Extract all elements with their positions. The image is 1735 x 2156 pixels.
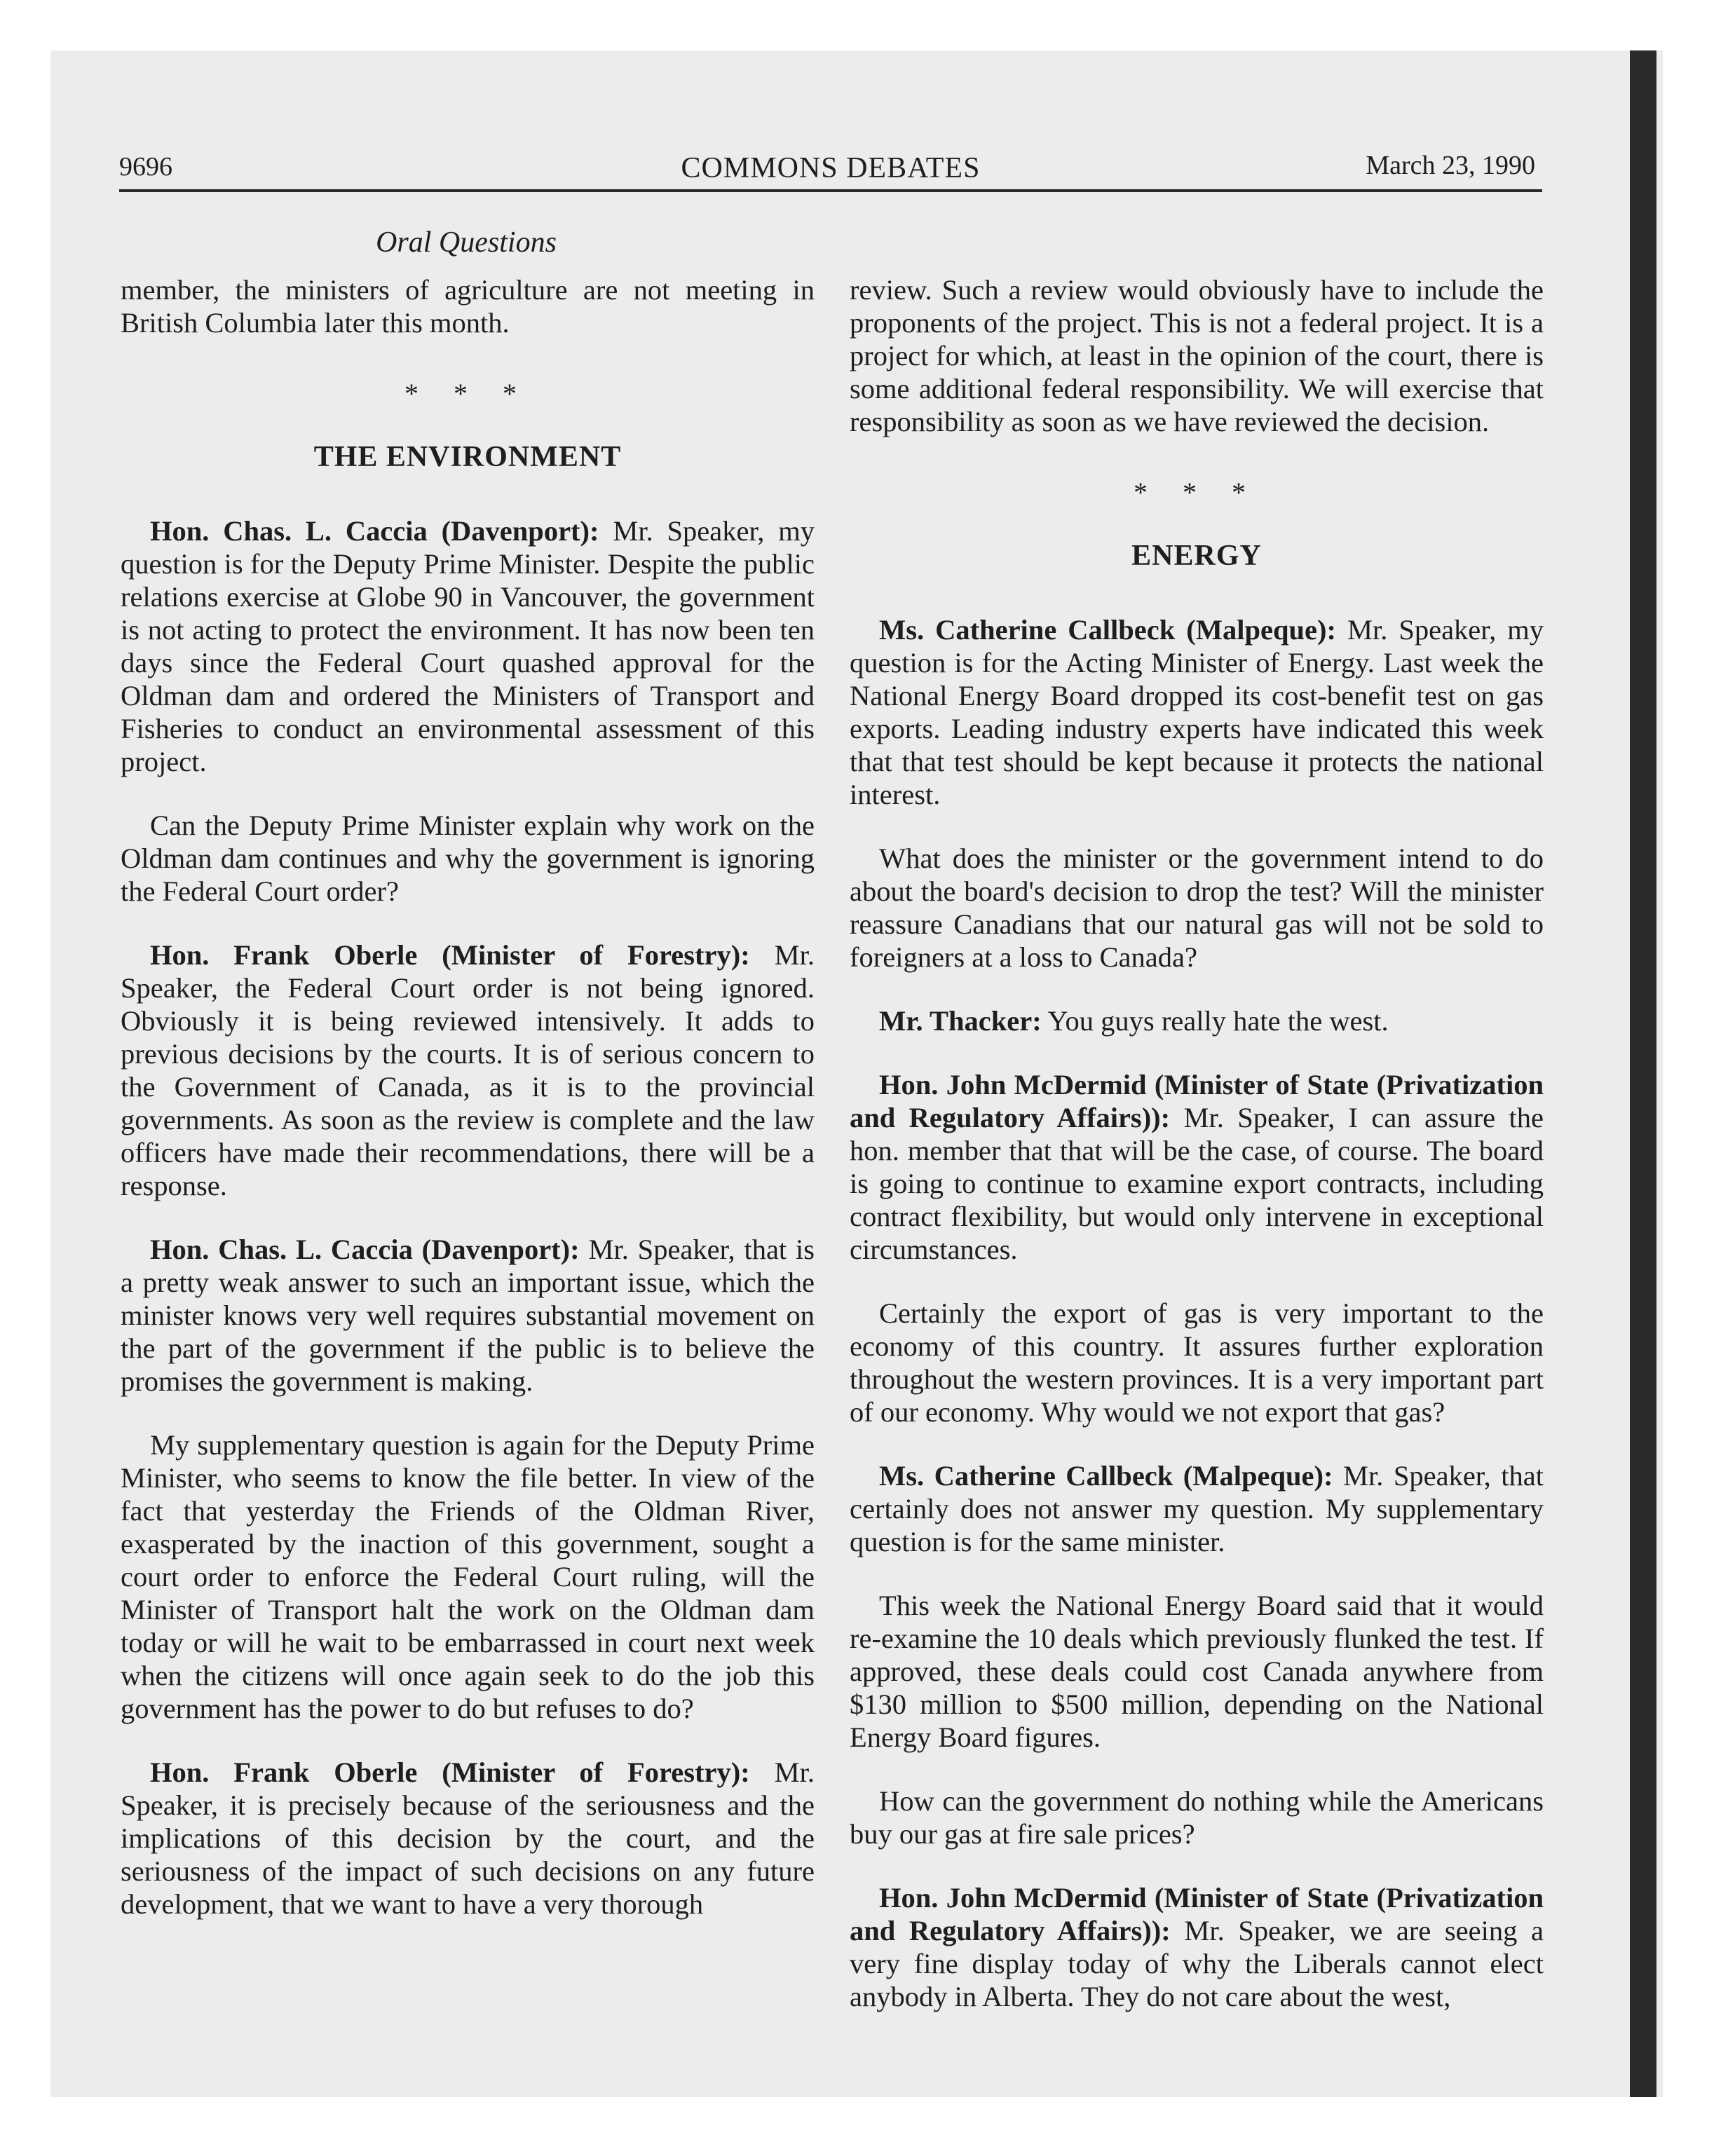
speaker-name: Hon. John McDermid (Minister of State (Privatization and Regulatory Affairs)): bbox=[850, 1069, 1544, 1133]
speaker-name: Hon. Frank Oberle (Minister of Forestry): bbox=[150, 1756, 750, 1788]
speech-paragraph bbox=[850, 1004, 1544, 1037]
speaker-name: Ms. Catherine Callbeck (Malpeque): bbox=[879, 1460, 1333, 1492]
speech-text: Mr. Speaker, my question is for the Deputy Prime Minister. Despite the public relations exercise at Globe 90 in Vancouver, the government is not acting to protect the environment. It has now been ten days since the Federal Court quashed approval for the Oldman dam and ordered the Ministers of Transport and Fisheries to conduct an environmental assessment of this project. bbox=[121, 515, 815, 777]
paragraph: How can the government do nothing while the Americans buy our gas at fire sale prices? bbox=[850, 1785, 1544, 1850]
paragraph: My supplementary question is again for the Deputy Prime Minister, who seems to know the file better. In view of the fact that yesterday the Friends of the Oldman River, exasperated by the inaction of this government, sought a court order to enforce the Federal Court ruling, will the Minister of Transport halt the work on the Oldman dam today or will he wait to be embarrassed in court next week when the citizens will once again seek to do the job this government has the power to do but refuses to do? bbox=[121, 1429, 815, 1724]
paragraph: What does the minister or the government intend to do about the board's decision to drop the test? Will the minister reassure Canadians that our natural gas will not be sold to foreigners at a loss to Canada? bbox=[850, 842, 1544, 973]
speech-text: Mr. Speaker, that is a pretty weak answer to such an important issue, which the minister knows very well requires substantial movement on the part of the government if the public is to believe the promises the government is making. bbox=[121, 1234, 815, 1397]
speech-paragraph bbox=[121, 1756, 815, 1920]
section-separator: * * * bbox=[1134, 477, 1260, 508]
paragraph: Certainly the export of gas is very important to the economy of this country. It assures further exploration throughout the western provinces. It is a very important part of our economy. Why would we not export that gas? bbox=[850, 1297, 1544, 1428]
paragraph: review. Such a review would obviously have to include the proponents of the project. This is not a federal project. It is a project for which, at least in the opinion of the court, there is some additional federal responsibility. We will exercise that responsibility as soon as we have reviewed the decision. bbox=[850, 274, 1544, 437]
speech-paragraph bbox=[850, 1068, 1544, 1266]
scan-edge-shadow bbox=[1630, 50, 1656, 2097]
speech-paragraph bbox=[850, 613, 1544, 811]
speech-paragraph bbox=[850, 1881, 1544, 2013]
section-label: Oral Questions bbox=[376, 226, 557, 259]
right-column bbox=[850, 273, 1544, 2044]
speech-paragraph bbox=[121, 939, 815, 1202]
speech-text: Mr. Speaker, I can assure the hon. member that that will be the case, of course. The board is going to continue to examine export contracts, including contract flexibility, but would only intervene in exceptional circumstances. bbox=[850, 1102, 1544, 1265]
paragraph: Can the Deputy Prime Minister explain why work on the Oldman dam continues and why the government is ignoring the Federal Court order? bbox=[121, 810, 815, 907]
speaker-name: Hon. Chas. L. Caccia (Davenport): bbox=[150, 515, 599, 547]
speaker-name: Hon. Chas. L. Caccia (Davenport): bbox=[150, 1234, 580, 1265]
paragraph: This week the National Energy Board said that it would re-examine the 10 deals which previously flunked the test. If approved, these deals could cost Canada anywhere from $130 million to $500 million, depending on the National Energy Board figures. bbox=[850, 1590, 1544, 1753]
section-separator: * * * bbox=[404, 378, 531, 409]
journal-title: COMMONS DEBATES bbox=[681, 152, 981, 184]
speech-text: Mr. Speaker, the Federal Court order is not being ignored. Obviously it is being reviewed intensively. It adds to previous decisions by the courts. It is of serious concern to the Government of Canada, as it is to the provincial governments. As soon as the review is complete and the law officers have made their recommendations, there will be a response. bbox=[121, 939, 815, 1201]
speech-text: Mr. Speaker, it is precisely because of the seriousness and the implications of this decision by the court, and the seriousness of the impact of such decisions on any future development, that we want to have a very thorough bbox=[121, 1756, 815, 1920]
page-header bbox=[119, 140, 1542, 192]
issue-date: March 23, 1990 bbox=[1366, 151, 1535, 180]
page-number: 9696 bbox=[119, 152, 172, 182]
speaker-name: Ms. Catherine Callbeck (Malpeque): bbox=[879, 614, 1336, 646]
speaker-name: Hon. Frank Oberle (Minister of Forestry): bbox=[150, 939, 750, 971]
speech-text: Mr. Speaker, my question is for the Acting Minister of Energy. Last week the National Energy Board dropped its cost-benefit test on gas exports. Leading industry experts have indicated this week that that test should be kept because it protects the national interest. bbox=[850, 614, 1544, 810]
section-heading: ENERGY bbox=[1131, 540, 1262, 572]
speech-text: Mr. Speaker, we are seeing a very fine display today of why the Liberals cannot elect anybody in Alberta. They do not care about the west, bbox=[850, 1915, 1544, 2012]
speech-text: You guys really hate the west. bbox=[1047, 1005, 1389, 1037]
speech-paragraph bbox=[121, 514, 815, 778]
speech-paragraph bbox=[121, 1233, 815, 1398]
left-column bbox=[121, 273, 815, 1951]
speaker-name: Mr. Thacker: bbox=[879, 1005, 1042, 1037]
speech-text: Mr. Speaker, that certainly does not answer my question. My supplementary question is for the same minister. bbox=[850, 1460, 1544, 1557]
paragraph: member, the ministers of agriculture are not meeting in British Columbia later this month. bbox=[121, 274, 815, 339]
speaker-name: Hon. John McDermid (Minister of State (Privatization and Regulatory Affairs)): bbox=[850, 1882, 1544, 1946]
section-heading: THE ENVIRONMENT bbox=[313, 441, 622, 473]
speech-paragraph bbox=[850, 1459, 1544, 1558]
